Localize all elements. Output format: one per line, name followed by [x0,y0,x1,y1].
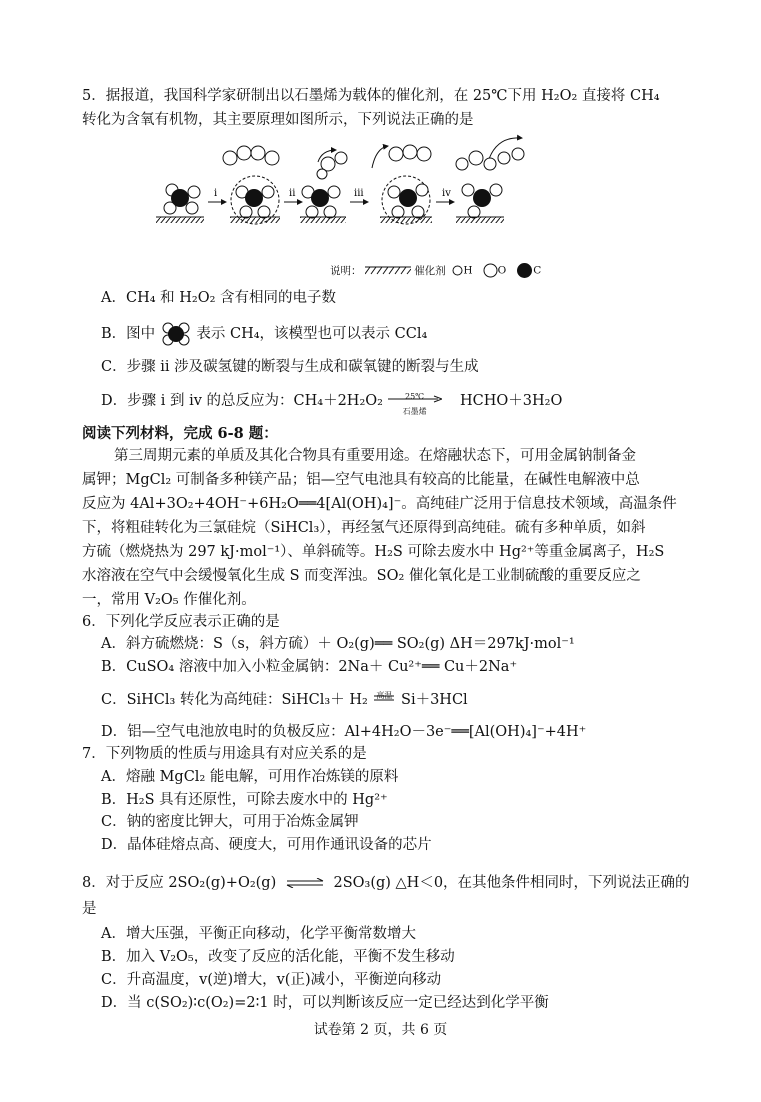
q6-option-c-pre: C．SiHCl₃ 转化为高纯硅：SiHCl₃＋ H₂ [101,692,368,708]
reading-line-text: 一，常用 V₂O₅ 作催化剂。 [82,592,256,608]
legend-catalyst: 催化剂 [414,265,446,277]
product-release-molecule [456,138,524,223]
q5-option-d-post: HCHO＋3H₂O [460,393,563,409]
q5-option-b-post: 表示 CH₄，该模型也可以表示 CCl₄ [196,326,428,342]
q7-stem: 7．下列物质的性质与用途具有对应关系的是 [82,746,367,762]
q8-option-c: C．升高温度，v(逆)增大，v(正)减小，平衡逆向移动 [101,972,442,988]
reaction-mechanism-diagram [150,128,580,244]
q7-option-a: A．熔融 MgCl₂ 能电解，可用作冶炼镁的原料 [101,769,399,785]
hydrogen-atom-icon [452,265,463,276]
step-ii-label: ii [289,188,296,199]
q6-option-a: A．斜方硫燃烧：S（s，斜方硫）＋ O₂(g)══ SO₂(g) ΔH＝297kJ·mol⁻¹ [101,636,575,652]
reading-line-text: 下，将粗硅转化为三氯硅烷（SiHCl₃），再经氢气还原得到高纯硅。硫有多种单质，如斜 [82,520,646,536]
q5-option-c: C．步骤 ii 涉及碳氢键的断裂与生成和碳氧键的断裂与生成 [101,359,479,375]
q5-option-d-pre: D．步骤 i 到 iv 的总反应为：CH₄＋2H₂O₂ [101,393,383,409]
q8-stem-pre: 8．对于反应 2SO₂(g)+O₂(g) [82,875,277,891]
oxygen-atom-icon [483,263,498,278]
ch4-ball-model-icon [160,321,192,347]
reading-line-text: 属钾；MgCl₂ 可制备多种镁产品；铝—空气电池具有较高的比能量，在碱性电解液中总 [82,472,640,488]
ch4-on-catalyst-molecule [156,184,204,223]
equilibrium-arrow-icon [285,878,325,888]
reading-line-text: 反应为 4Al+3O₂+4OH⁻+6H₂O══4[Al(OH)₄]⁻。高纯硅广泛用于信息技术领域，高温条件 [82,496,677,512]
condition-temperature: 25℃ [405,392,425,401]
reading-line-text: 第三周期元素的单质及其化合物具有重要用途。在熔融状态下，可用金属钠制备金 [114,448,636,464]
q6-option-c-post: Si＋3HCl [401,692,468,708]
legend-c: C [533,264,542,277]
reading-line-text: 水溶液在空气中会缓慢氧化生成 S 而变浑浊。SO₂ 催化氧化是工业制硫酸的重要反应之 [82,568,641,584]
q8-option-d: D．当 c(SO₂)∶c(O₂)=2∶1 时，可以判断该反应一定已经达到化学平衡 [101,995,549,1011]
q7-option-d: D．晶体硅熔点高、硬度大，可用作通讯设备的芯片 [101,837,432,853]
page-footer: 试卷第 2 页，共 6 页 [313,1022,448,1038]
q8-stem-line1 [82,873,690,893]
reaction-arrow-with-conditions [388,391,442,416]
condition-catalyst: 石墨烯 [402,407,427,416]
legend-h: H [463,264,473,277]
q5-stem-line2: 转化为含氧有机物，其主要原理如图所示，下列说法正确的是 [82,112,474,128]
legend-prefix: 说明： [330,265,362,277]
legend-o: O [497,264,507,277]
q6-stem: 6．下列化学反应表示正确的是 [82,614,280,630]
step-i-label: i [214,188,218,199]
reading-line [82,470,684,490]
diagram-legend [330,262,541,279]
reading-title: 阅读下列材料，完成 6-8 题： [82,425,278,442]
reading-line [82,542,684,562]
step-iv-label: iv [442,188,451,199]
q5-option-a: A．CH₄ 和 H₂O₂ 含有相同的电子数 [101,290,337,306]
h2o2-adsorbed-molecule [223,146,280,224]
q7-option-c: C．钠的密度比钾大，可用于冶炼金属钾 [101,814,359,830]
reading-line [82,446,684,466]
q6-option-c [101,690,468,710]
step-iii-label: iii [354,188,364,199]
q5-option-b [101,321,427,347]
q5-option-d [101,391,563,416]
reading-line-text: 方硫（燃烧热为 297 kJ·mol⁻¹）、单斜硫等。H₂S 可除去废水中 Hg²⁺等重金属离子，H₂S [82,544,665,560]
q8-stem-line2: 是 [82,901,97,917]
q7-option-b: B．H₂S 具有还原性，可除去废水中的 Hg²⁺ [101,792,388,808]
reading-paragraph [82,446,684,610]
q8-option-a: A．增大压强，平衡正向移动，化学平衡常数增大 [101,926,416,942]
q5-option-b-pre: B．图中 [101,326,156,342]
q8-stem-post: 2SO₃(g) △H＜0，在其他条件相同时，下列说法正确的 [333,875,690,891]
catalyst-hatch-icon [365,266,411,275]
reading-line [82,518,684,538]
q5-stem-line1: 5．据报道，我国科学家研制出以石墨烯为载体的催化剂，在 25℃下用 H₂O₂ 直接将 CH₄ [82,88,660,104]
q8-option-b: B．加入 V₂O₅，改变了反应的活化能，平衡不发生移动 [101,949,455,965]
carbon-atom-icon [516,262,533,279]
condition-high-temperature: 高温 [376,691,393,700]
high-temp-equals-sign [372,690,396,710]
q6-option-d: D．铝—空气电池放电时的负极反应：Al+4H₂O－3e⁻══[Al(OH)₄]⁻+4H⁺ [101,724,587,740]
q6-option-b: B．CuSO₄ 溶液中加入小粒金属钠：2Na＋ Cu²⁺══ Cu＋2Na⁺ [101,659,518,675]
reading-line [82,494,684,514]
reading-line [82,566,684,586]
second-h2o2-adsorbed-molecule [372,145,432,224]
reading-line [82,590,684,610]
water-release-molecule [300,150,347,223]
